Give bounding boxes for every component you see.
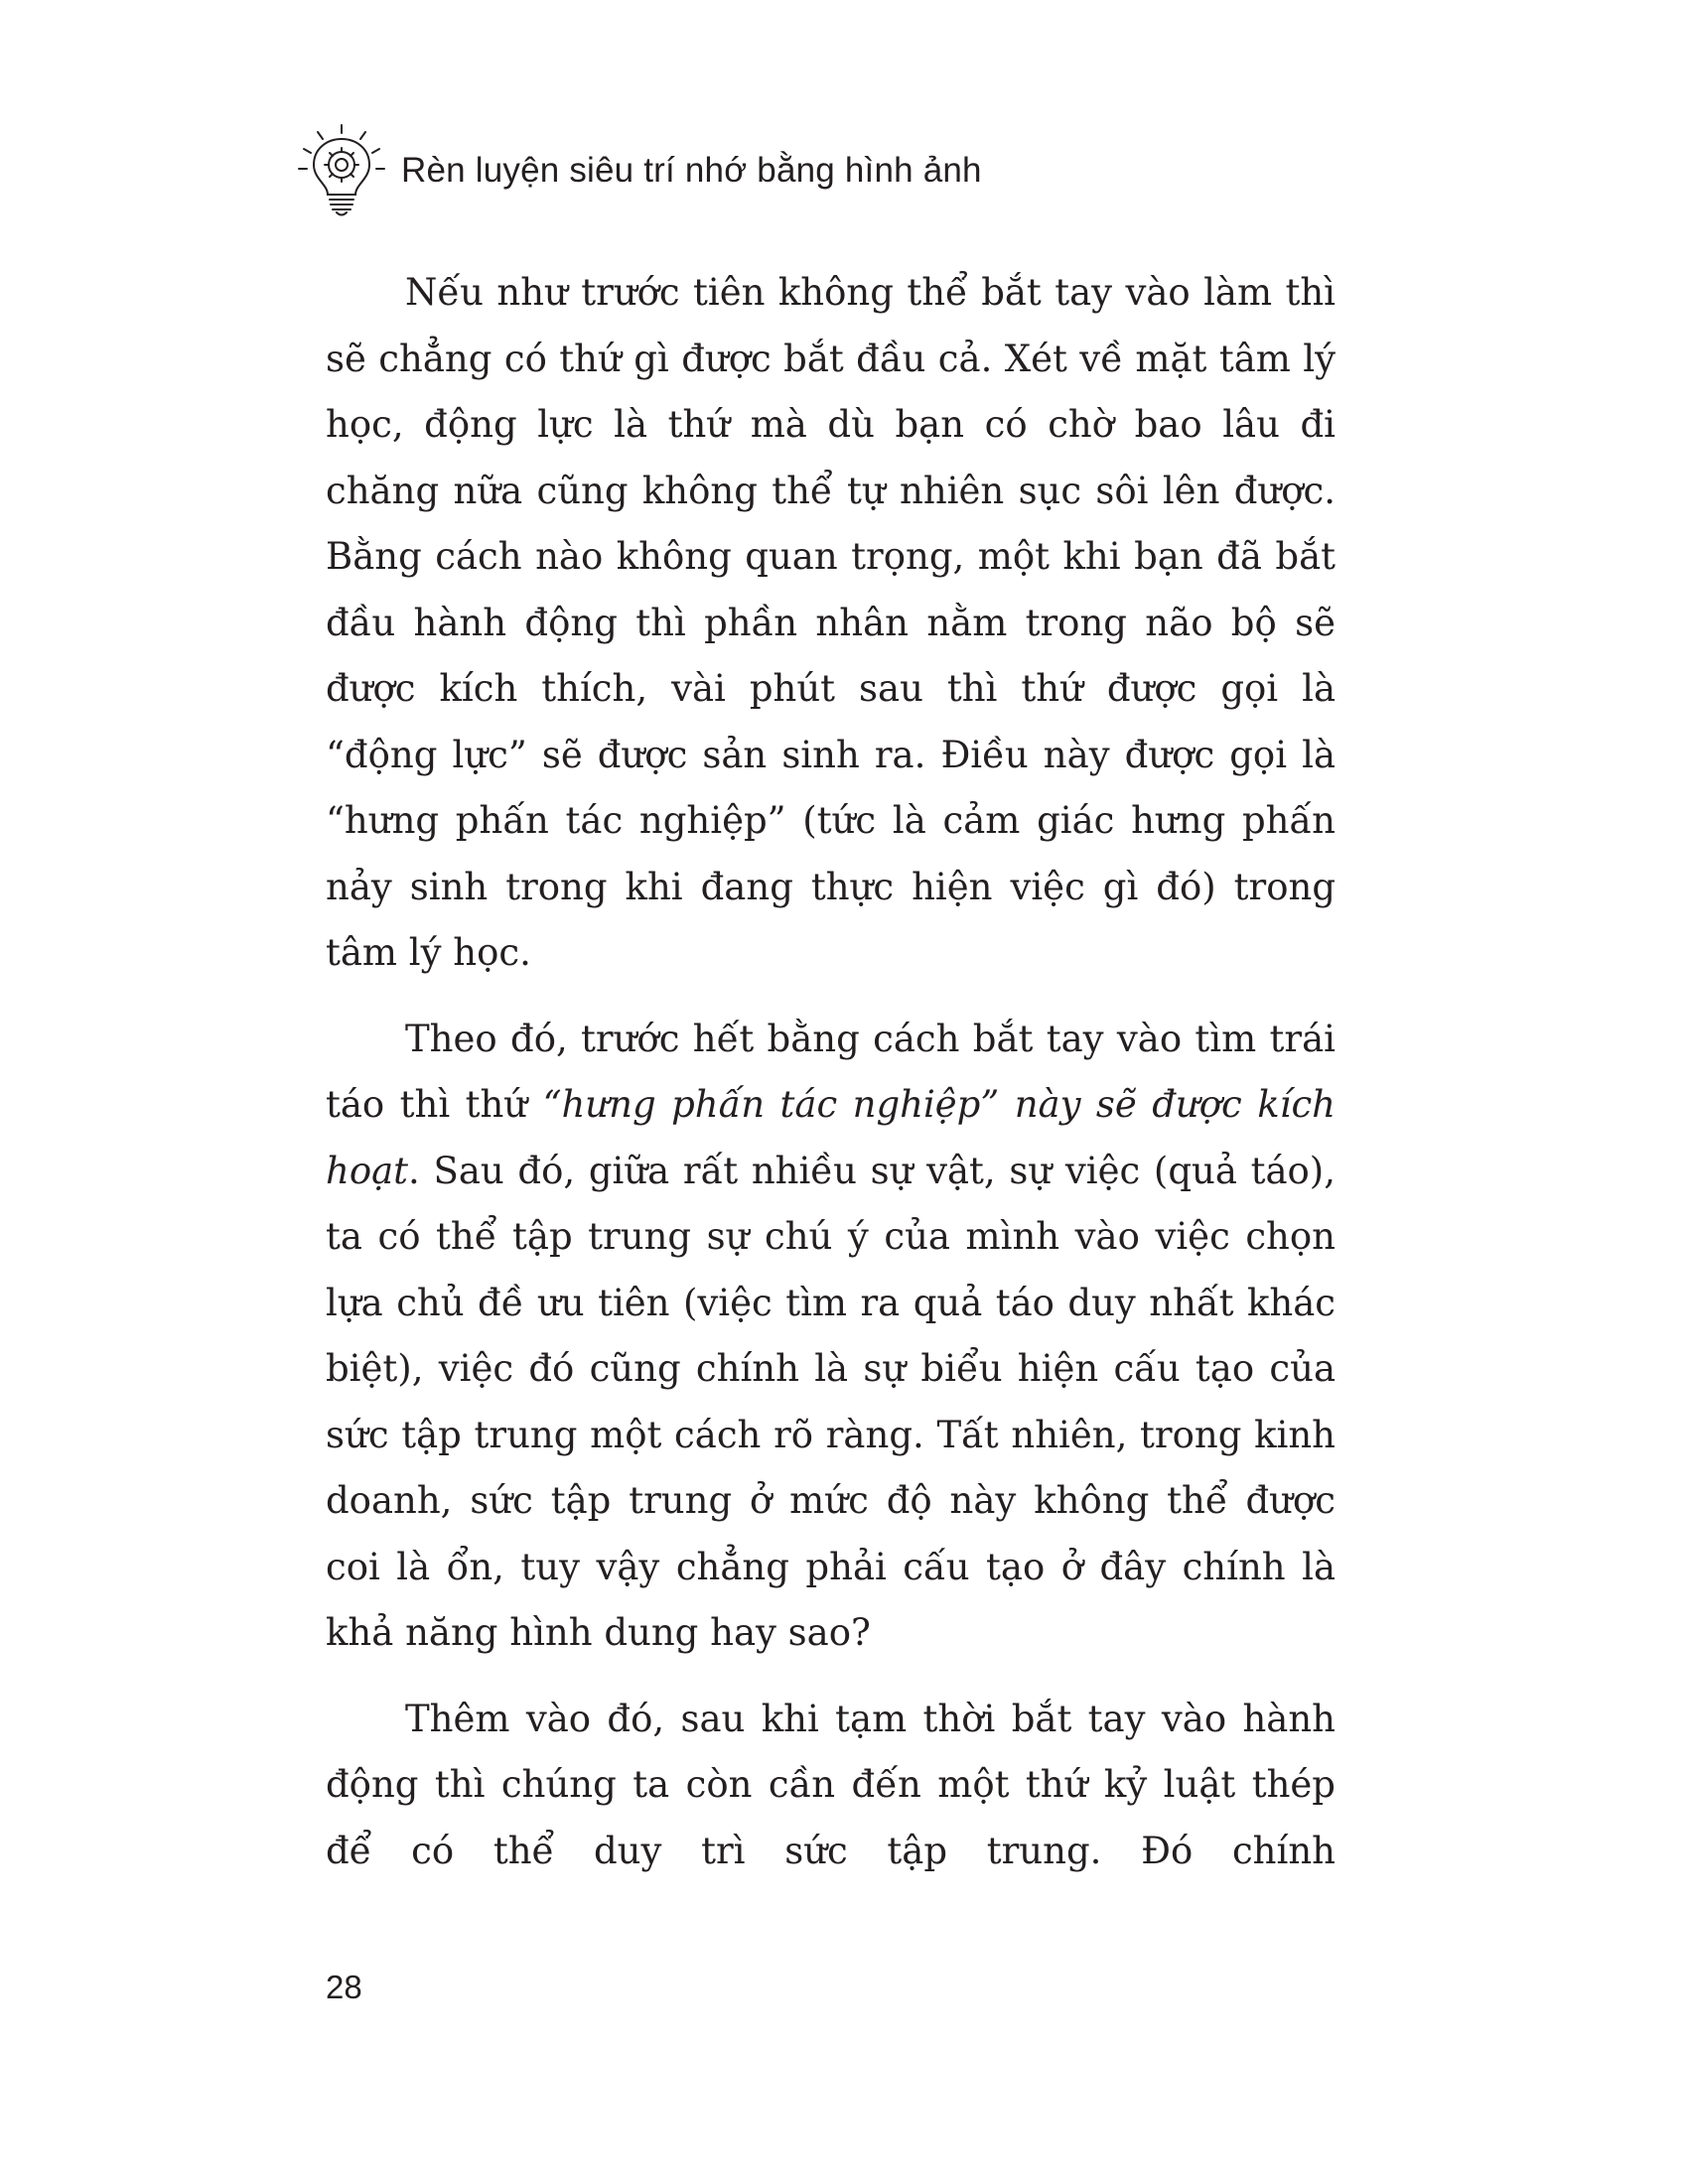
page-number: 28 xyxy=(326,1969,362,2005)
paragraph-3: Thêm vào đó, sau khi tạm thời bắt tay vào hành động thì chúng ta còn cần đến một thứ kỷ luật thép để có thể duy trì sức tập trung. Đó chính xyxy=(326,1697,1336,1872)
paragraph-2-italic-text: “hưng phấn tác nghiệp” này sẽ được kích hoạt xyxy=(326,1083,1336,1192)
paragraph-2 xyxy=(326,1007,1336,1667)
header-title: Rèn luyện siêu trí nhớ bằng hình ảnh xyxy=(401,151,982,190)
paragraph-2-text-before: Theo đó, trước hết bằng cách bắt tay vào tìm trái táo thì thứ xyxy=(326,1017,1336,1126)
body-text xyxy=(326,260,1336,1904)
paragraph-1: Nếu như trước tiên không thể bắt tay vào làm thì sẽ chẳng có thứ gì được bắt đầu cả. Xét về mặt tâm lý học, động lực là thứ mà dù bạn có chờ bao lâu đi chăng nữa cũng không thể tự nhiên sục sôi lên được. Bằng cách nào không quan trọng, một khi bạn đã bắt đầu hành động thì phần nhân nằm trong não bộ sẽ được kích thích, vài phút sau thì thứ được gọi là “động lực” sẽ được sản sinh ra. Điều này được gọi là “hưng phấn tác nghiệp” (tức là cảm giác hưng phấn nảy sinh trong khi đang thực hiện việc gì đó) trong tâm lý học. xyxy=(326,271,1336,974)
paragraph-2-text-after: . Sau đó, giữa rất nhiều sự vật, sự việc (quả táo), ta có thể tập trung sự chú ý của mình vào việc chọn lựa chủ đề ưu tiên (việc tìm ra quả táo duy nhất khác biệt), việc đó cũng chính là sự biểu hiện cấu tạo của sức tập trung một cách rõ ràng. Tất nhiên, trong kinh doanh, sức tập trung ở mức độ này không thể được coi là ổn, tuy vậy chẳng phải cấu tạo ở đây chính là khả năng hình dung hay sao? xyxy=(326,1149,1336,1654)
lightbulb-gear-icon xyxy=(296,123,387,218)
running-header xyxy=(296,121,982,220)
